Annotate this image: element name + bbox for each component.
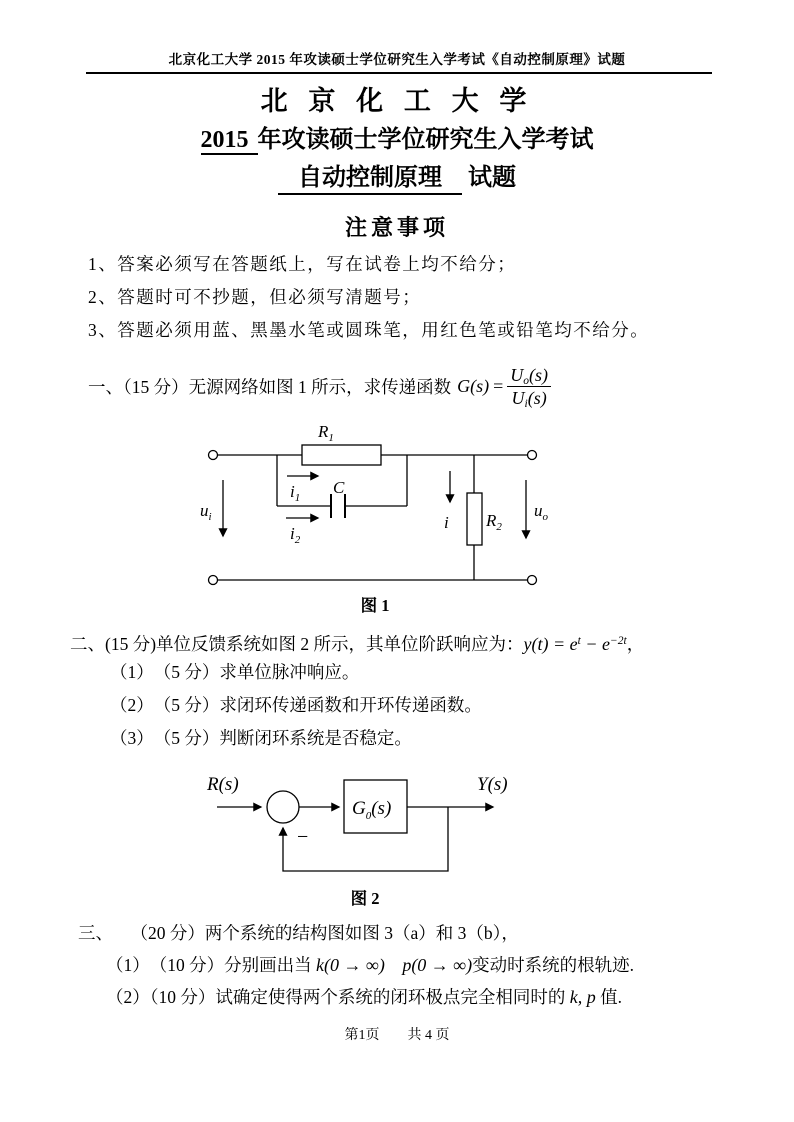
question-3-subitem: （2）（10 分）试确定使得两个系统的闭环极点完全相同时的 k, p 值. (106, 987, 622, 1008)
transfer-function-fraction (507, 365, 551, 411)
subject-title (0, 157, 794, 192)
page-header: 北京化工大学 2015 年攻读硕士学位研究生入学考试《自动控制原理》试题 (168, 52, 626, 67)
header-rule (86, 72, 712, 74)
i1-label: $i_1$ (290, 482, 301, 505)
transfer-function-lhs: G(s) (457, 376, 490, 397)
k-range-formula: k(0 → ∞) (316, 955, 385, 976)
paper-word: 试题 (468, 165, 516, 191)
figure-2-block-diagram (205, 765, 525, 883)
question-2 (70, 631, 794, 656)
notice-heading: 注意事项 (344, 215, 449, 240)
figure-2-caption: 图 2 (350, 889, 380, 909)
year-underlined: 2015 (201, 127, 258, 155)
exam-session-title (0, 119, 794, 154)
uo-label: $u_o$ (534, 501, 548, 524)
question-2-text: 二、(15 分)单位反馈系统如图 2 所示，其单位阶跃响应为： (70, 634, 524, 655)
circuit-wires (213, 455, 532, 580)
equals-sign: = (493, 376, 504, 397)
p-range-formula: p(0 → ∞) (402, 955, 473, 976)
figure-1-circuit (190, 418, 560, 590)
subject-underlined: 自动控制原理 (278, 165, 462, 195)
question-1-text: 一、（15 分）无源网络如图 1 所示，求传递函数 (88, 377, 452, 398)
notice-item: 1、答案必须写在答题纸上，写在试卷上均不给分； (88, 254, 517, 274)
r2-label: $R_2$ (486, 511, 502, 534)
block-g0-label: $G_0(s)$ (352, 798, 392, 823)
summing-junction (267, 791, 299, 823)
r1-label: $R_1$ (318, 422, 334, 445)
minus-sign: − (297, 826, 309, 849)
step-response-formula: $y(t) = e^t - e^{-2t}$ (523, 634, 627, 655)
kp-variables: k, p (569, 987, 596, 1008)
notice-item: 2、答题时可不抄题，但必须写清题号； (88, 287, 422, 307)
question-2-subitem: （1） （5 分）求单位脉冲响应。 (110, 662, 360, 683)
ui-label: $u_i$ (200, 501, 212, 524)
comma: ， (626, 634, 645, 655)
i2-label: $i_2$ (290, 524, 301, 547)
fraction-numerator: Uo(s) (507, 365, 551, 387)
university-title: 北 京 化 工 大 学 (260, 86, 534, 116)
notice-list (0, 248, 794, 347)
question-2-subitem: （3） （5 分）判断闭环系统是否稳定。 (110, 728, 412, 749)
question-3: 三、 （20 分）两个系统的结构图如图 3（a）和 3（b）， (78, 923, 519, 944)
i-label: i (444, 513, 449, 533)
resistor-r1 (302, 445, 381, 465)
question-3-subitem: （1） （10 分）分别画出当 k(0 → ∞) p(0 → ∞)变动时系统的根轨迹. (106, 955, 635, 976)
question-2-subitem: （2） （5 分）求闭环传递函数和开环传递函数。 (110, 695, 482, 716)
notice-item: 3、答题必须用蓝、黑墨水笔或圆珠笔，用红色笔或铅笔均不给分。 (88, 320, 650, 340)
fraction-denominator: Ui(s) (511, 388, 547, 411)
session-text: 年攻读硕士学位研究生入学考试 (257, 127, 594, 153)
page-footer: 第1页 共 4 页 (344, 1028, 450, 1043)
input-label: R(s) (207, 774, 239, 796)
output-label: Y(s) (477, 774, 508, 796)
figure-1-caption: 图 1 (360, 596, 390, 616)
c-label: C (333, 478, 345, 498)
capacitor-c (331, 494, 345, 518)
resistor-r2 (467, 493, 482, 545)
question-1 (88, 365, 794, 411)
figure-1 (190, 418, 560, 616)
figure-2 (205, 765, 525, 909)
